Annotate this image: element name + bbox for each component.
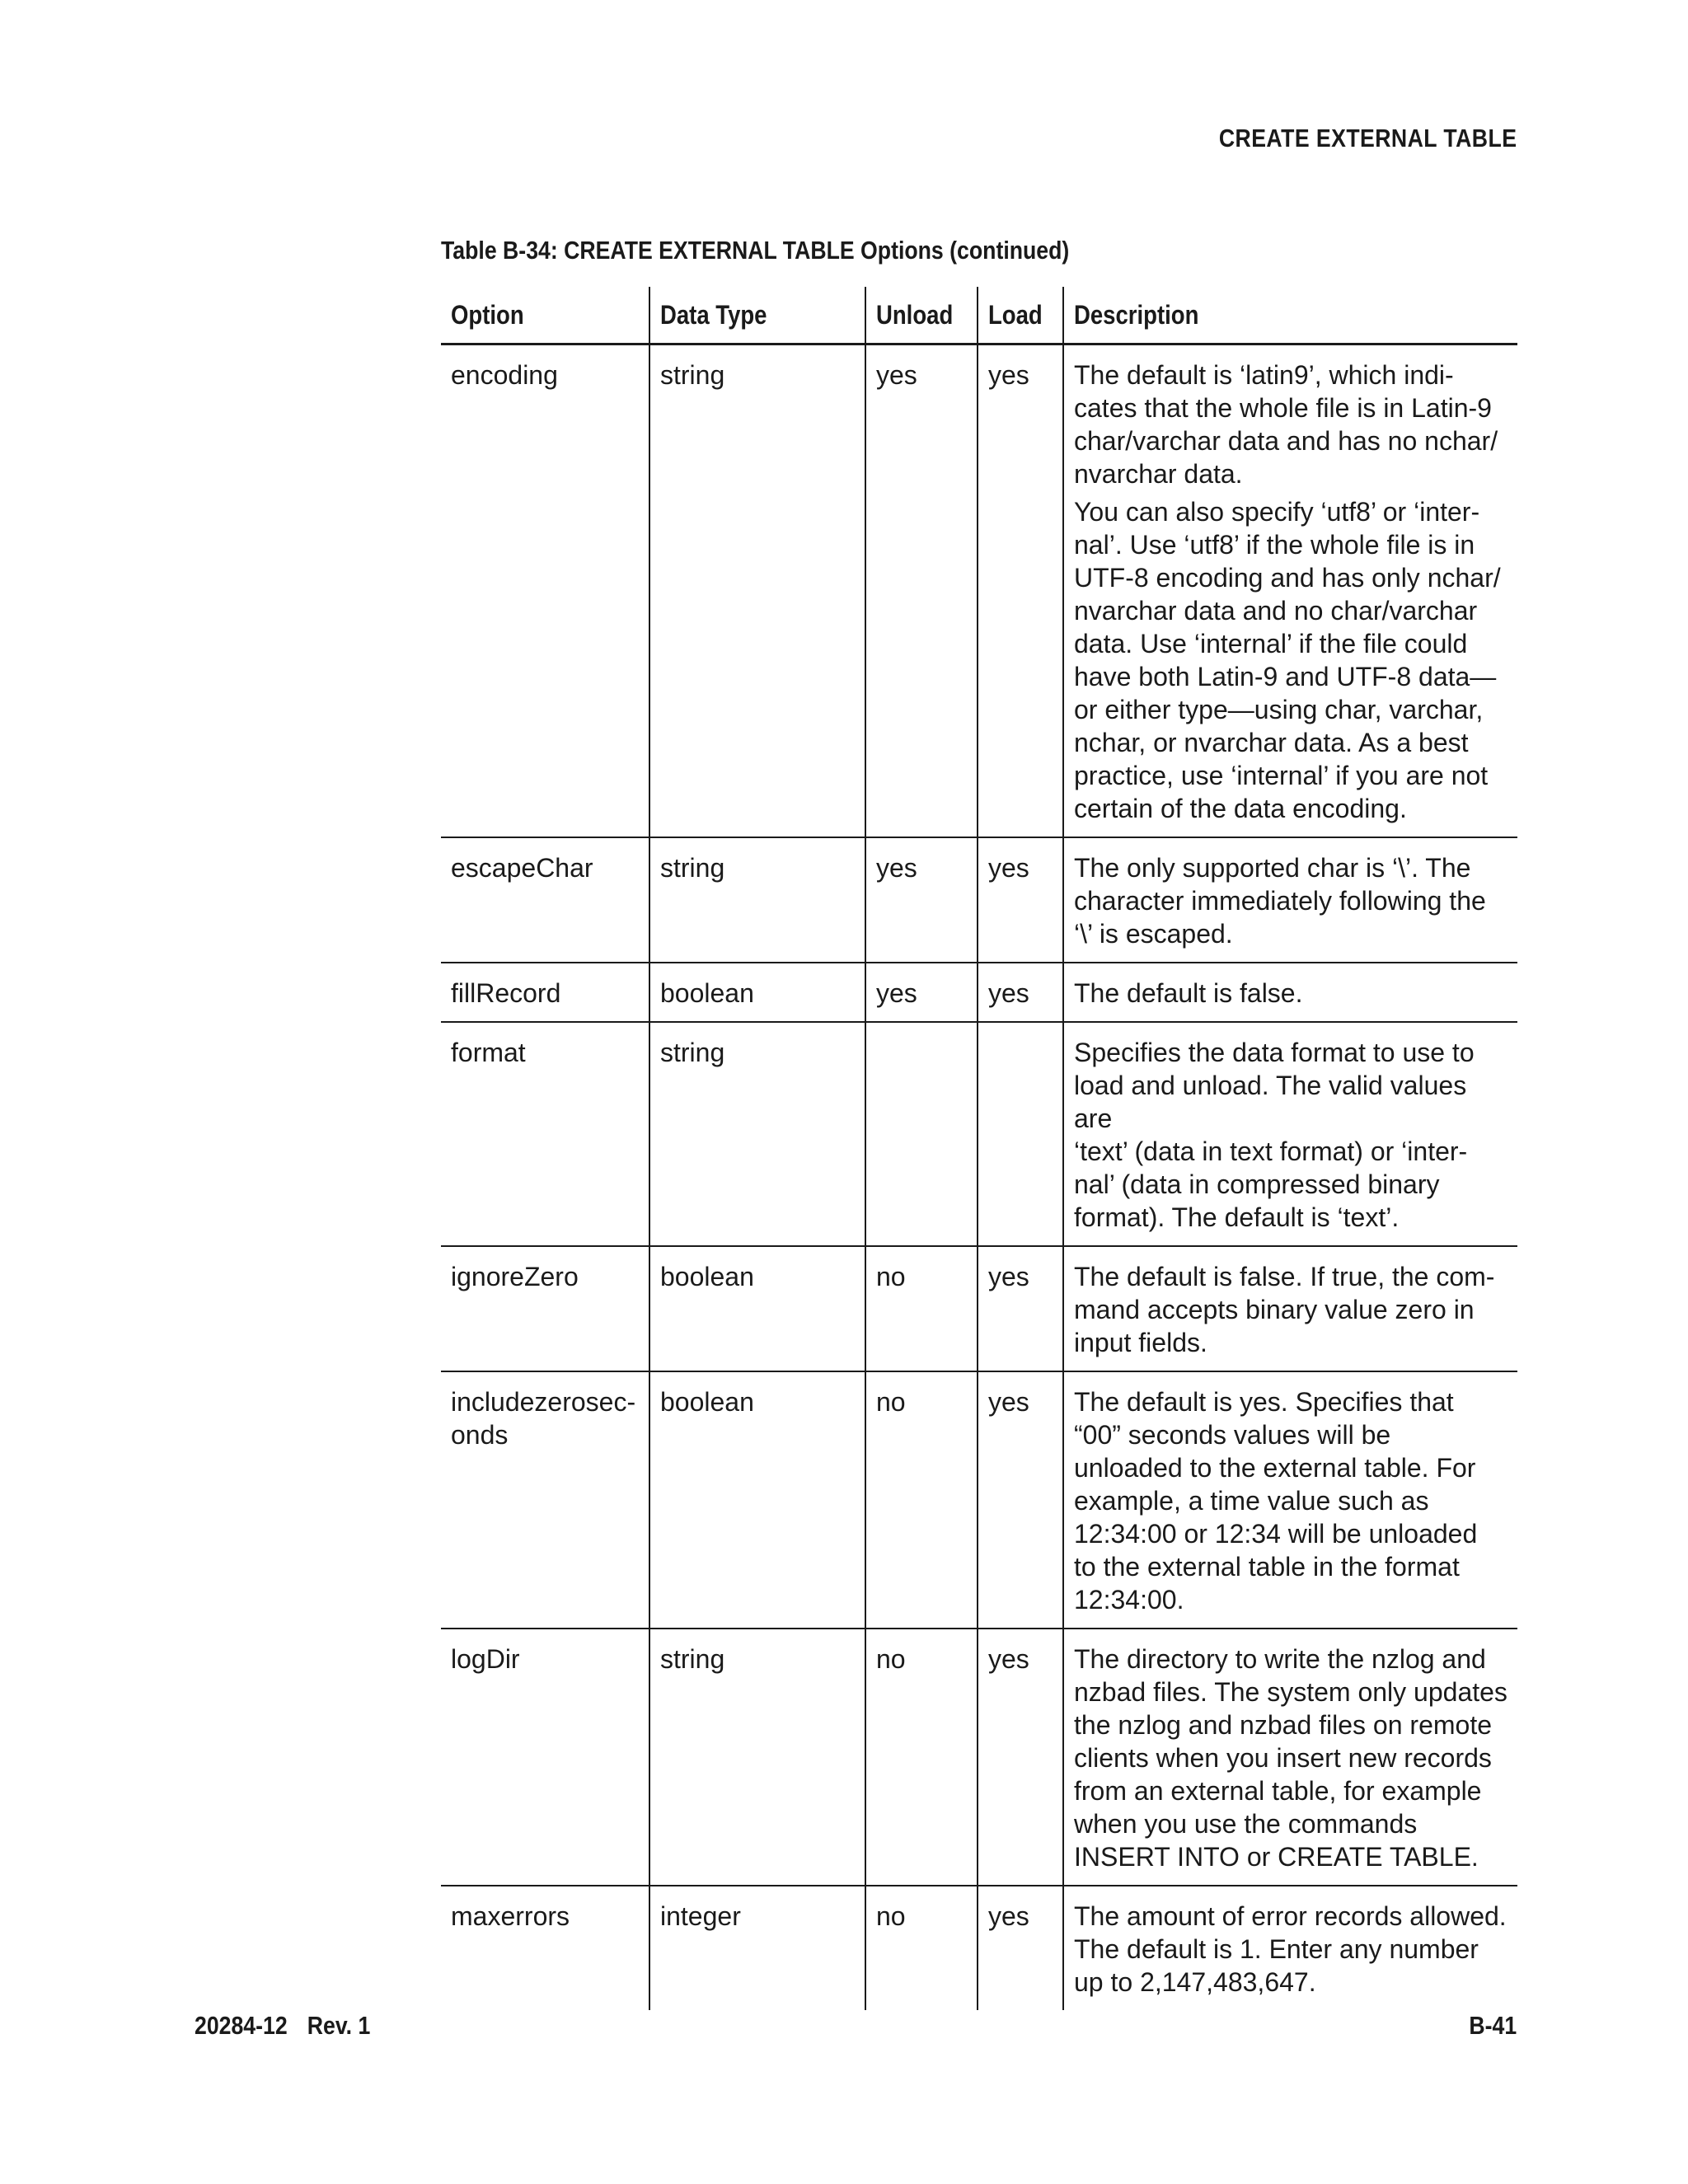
unload-cell [865,1023,977,1245]
description-paragraph: The default is ‘latin9’, which indi- cates that the whole file is in Latin-9 char/varchar data and has no nchar/ nvarchar data. [1074,360,1498,489]
table-row [441,1372,1517,1629]
option-cell: maxerrors [451,1901,570,1931]
table-header-row [441,287,1517,345]
load-cell: yes [977,1372,1062,1628]
data-type-cell: boolean [649,963,865,1021]
option-cell: format [451,1038,526,1067]
unload-cell: yes [865,963,977,1021]
revision: Rev. 1 [307,2011,371,2040]
description-paragraph: The default is false. [1074,978,1303,1008]
description-cell [1062,1629,1517,1885]
unload-cell: no [865,1247,977,1371]
description-paragraph: The only supported char is ‘\’. The character immediately following the ‘\’ is escaped. [1074,853,1486,949]
description-paragraph: The directory to write the nzlog and nzbad files. The system only updates the nzlog and nzbad files on remote clients when you insert new records from an external table, for example when you use the commands INSERT INTO or CREATE TABLE. [1074,1644,1507,1872]
table-row [441,345,1517,838]
running-head: CREATE EXTERNAL TABLE [1218,124,1517,152]
description-cell [1062,963,1517,1021]
table-row [441,1629,1517,1886]
page-number: B-41 [1469,2011,1517,2040]
load-cell: yes [977,838,1062,962]
description-cell [1062,1023,1517,1245]
unload-cell: no [865,1629,977,1885]
description-cell [1062,1886,1517,2010]
description-paragraph: You can also specify ‘utf8’ or ‘inter- nal’. Use ‘utf8’ if the whole file is in UTF-8 encoding and has only nchar/ nvarchar data and no char/varchar data. Use ‘internal’ if the file could have both Latin-9 and UTF-8 data— or either type—using char, varchar, nchar, or nvarchar data. As a best practice, use ‘internal’ if you are not certain of the data encoding. [1074,497,1501,823]
options-table [441,287,1517,2010]
option-cell: fillRecord [451,978,561,1008]
load-cell: yes [977,1629,1062,1885]
option-cell: ignoreZero [451,1262,579,1291]
load-cell: yes [977,1886,1062,2010]
doc-number: 20284-12 [195,2011,288,2040]
table-body [441,345,1517,2010]
load-cell: yes [977,963,1062,1021]
load-cell: yes [977,345,1062,837]
data-type-cell: integer [649,1886,865,2010]
description-cell [1062,1247,1517,1371]
data-type-cell: string [649,838,865,962]
description-paragraph: The default is false. If true, the com- mand accepts binary value zero in input fields. [1074,1262,1495,1357]
table-row [441,1247,1517,1372]
description-paragraph: The amount of error records allowed. The default is 1. Enter any number up to 2,147,483,647. [1074,1901,1507,1997]
column-header-option: Option [451,300,524,330]
unload-cell: yes [865,838,977,962]
unload-cell: yes [865,345,977,837]
unload-cell: no [865,1372,977,1628]
table-row [441,1886,1517,2010]
table-row [441,963,1517,1023]
column-header-data-type: Data Type [649,287,865,343]
load-cell: yes [977,1247,1062,1371]
column-header-description: Description [1062,287,1517,343]
data-type-cell: boolean [649,1372,865,1628]
description-paragraph: The default is yes. Specifies that “00” seconds values will be unloaded to the external table. For example, a time value such as 12:34:00 or 12:34 will be unloaded to the external table in the format 12:34:00. [1074,1387,1478,1615]
data-type-cell: string [649,1023,865,1245]
column-header-unload: Unload [865,287,977,343]
option-cell: includezerosec- onds [451,1387,636,1450]
description-paragraph: Specifies the data format to use to load and unload. The valid values are ‘text’ (data in text format) or ‘inter- nal’ (data in compressed binary format). The default is ‘text’. [1074,1038,1475,1232]
table-row [441,838,1517,963]
option-cell: escapeChar [451,853,593,883]
table-caption: Table B-34: CREATE EXTERNAL TABLE Options (continued) [441,236,1070,265]
data-type-cell: string [649,345,865,837]
data-type-cell: boolean [649,1247,865,1371]
unload-cell: no [865,1886,977,2010]
load-cell [977,1023,1062,1245]
description-cell [1062,1372,1517,1628]
data-type-cell: string [649,1629,865,1885]
option-cell: logDir [451,1644,520,1674]
option-cell: encoding [451,360,558,390]
footer-doc-info [195,2011,370,2041]
description-cell [1062,345,1517,837]
description-cell [1062,838,1517,962]
column-header-load: Load [977,287,1062,343]
table-row [441,1023,1517,1247]
